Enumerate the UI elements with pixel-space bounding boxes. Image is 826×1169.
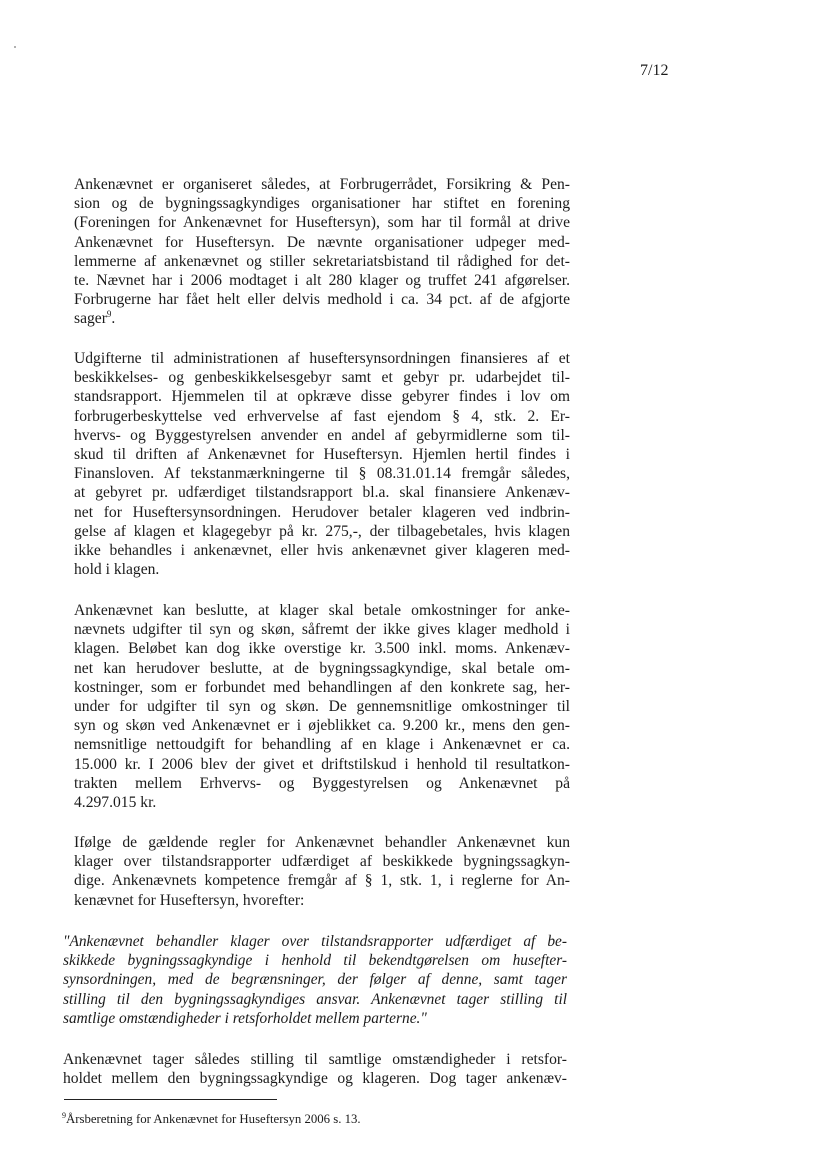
text-line: (Foreningen for Ankenævnet for Huseftersyn), som har til formål at drive — [74, 214, 570, 232]
text-line: dige. Ankenævnets kompetence fremgår af § 1, stk. 1, i reglerne for An- — [74, 872, 570, 890]
text-line: nævnets udgifter til syn og skøn, såfremt der ikke gives klager medhold i — [74, 621, 570, 639]
text-line: 4.297.015 kr. — [74, 794, 157, 812]
text-line: trakten mellem Erhvervs- og Byggestyrelsen og Ankenævnet på — [74, 774, 570, 792]
text-line: under for udgifter til syn og skøn. De gennemsnitlige omkostninger til — [74, 698, 570, 716]
text-line: hold i klagen. — [74, 561, 160, 579]
text-line: te. Nævnet har i 2006 modtaget i alt 280 klager og truffet 241 afgørelser. — [74, 272, 570, 290]
text-line: ikke behandles i ankenævnet, eller hvis ankenævnet giver klageren med- — [74, 542, 570, 560]
text-line: sion og de bygningssagkyndiges organisationer har stiftet en forening — [74, 195, 570, 213]
text-line: syn og skøn ved Ankenævnet er i øjeblikket ca. 9.200 kr., mens den gen- — [74, 717, 570, 735]
scan-speck — [14, 46, 16, 48]
text-line-with-footnote — [74, 309, 570, 328]
paragraph-costs — [74, 601, 570, 812]
paragraph-closing — [63, 1050, 567, 1088]
quote-line: stilling til den bygningssagkyndiges ansvar. Ankenævnet tager stilling til — [63, 990, 567, 1008]
text-line: 15.000 kr. I 2006 blev der givet et driftstilskud i henhold til resultatkon- — [74, 755, 570, 773]
text-line: Ankenævnet tager således stilling til samtlige omstændigheder i retsfor- — [63, 1051, 567, 1068]
text-line: hvervs- og Byggestyrelsen anvender en andel af gebyrmidlerne som til- — [74, 426, 570, 444]
text-line: Forbrugerne har fået helt eller delvis medhold i ca. 34 pct. af de afgjorte — [74, 291, 570, 309]
text-line: lemmerne af ankenævnet og stiller sekretariatsbistand til rådighed for det- — [74, 252, 570, 270]
text-line: Udgifterne til administrationen af huseftersynsordningen finansieres af et — [74, 350, 570, 367]
text-line: at gebyret pr. udfærdiget tilstandsrapport bl.a. skal finansiere Ankenæv- — [74, 484, 570, 502]
text-line: Ankenævnet er organiseret således, at Forbrugerrådet, Forsikring & Pen- — [74, 176, 570, 193]
paragraph-financing — [74, 349, 570, 579]
quote-line: "Ankenævnet behandler klager over tilstandsrapporter udfærdiget af be- — [63, 933, 567, 950]
text-line: forbrugerbeskyttelse ved erhvervelse af fast ejendom § 4, stk. 2. Er- — [74, 407, 570, 425]
footnote-number: 9 — [62, 1111, 66, 1120]
quote-line: skikkede bygningssagkyndige i henhold til bekendtgørelsen om husefter- — [63, 952, 567, 970]
footnote — [62, 1112, 361, 1127]
text-line: kenævnet for Huseftersyn, hvorefter: — [74, 891, 305, 909]
text-fragment: . — [111, 310, 116, 328]
quote-line: synsordningen, med de begrænsninger, der følger af denne, samt tager — [63, 971, 567, 989]
text-line: Ankenævnet kan beslutte, at klager skal betale omkostninger for anke- — [74, 602, 570, 619]
text-fragment: sager — [74, 310, 107, 328]
text-line: Finansloven. Af tekstanmærkningerne til § 08.31.01.14 fremgår således, — [74, 465, 570, 483]
paragraph-organisation — [74, 175, 570, 329]
quoted-rule — [63, 932, 567, 1028]
text-line: kostninger, som er forbundet med behandlingen af den konkrete sag, her- — [74, 678, 570, 696]
footnote-separator — [64, 1099, 277, 1100]
text-line: skud til driften af Ankenævnet for Huseftersyn. Hjemlen hertil findes i — [74, 446, 570, 464]
text-line: gelse af klagen et klagegebyr på kr. 275,-, der tilbagebetales, hvis klagen — [74, 522, 570, 540]
paragraph-competence — [74, 833, 570, 910]
text-line: net kan herudover beslutte, at de bygningssagkyndige, skal betale om- — [74, 659, 570, 677]
footnote-reference: 9 — [106, 309, 112, 320]
text-line: klager over tilstandsrapporter udfærdiget af beskikkede bygningssagkyn- — [74, 853, 570, 871]
text-line: klagen. Beløbet kan dog ikke overstige kr. 3.500 inkl. moms. Ankenæv- — [74, 640, 570, 658]
text-line: nemsnitlige nettoudgift for behandling af en klage i Ankenævnet er ca. — [74, 736, 570, 754]
footnote-text: Årsberetning for Ankenævnet for Huseftersyn 2006 s. 13. — [66, 1112, 361, 1126]
text-line: standsrapport. Hjemmelen til at opkræve disse gebyrer findes i lov om — [74, 388, 570, 406]
text-line: Ankenævnet for Huseftersyn. De nævnte organisationer udpeger med- — [74, 233, 570, 251]
text-line: holdet mellem den bygningssagkyndige og klageren. Dog tager ankenæv- — [63, 1070, 567, 1088]
page-number: 7/12 — [640, 62, 669, 79]
text-line: beskikkelses- og genbeskikkelsesgebyr samt et gebyr pr. udarbejdet til- — [74, 369, 570, 387]
text-line: net for Huseftersynsordningen. Herudover betaler klageren ved indbrin- — [74, 503, 570, 521]
text-line: Ifølge de gældende regler for Ankenævnet behandler Ankenævnet kun — [74, 834, 570, 851]
quote-line: samtlige omstændigheder i retsforholdet mellem parterne." — [63, 1009, 427, 1027]
